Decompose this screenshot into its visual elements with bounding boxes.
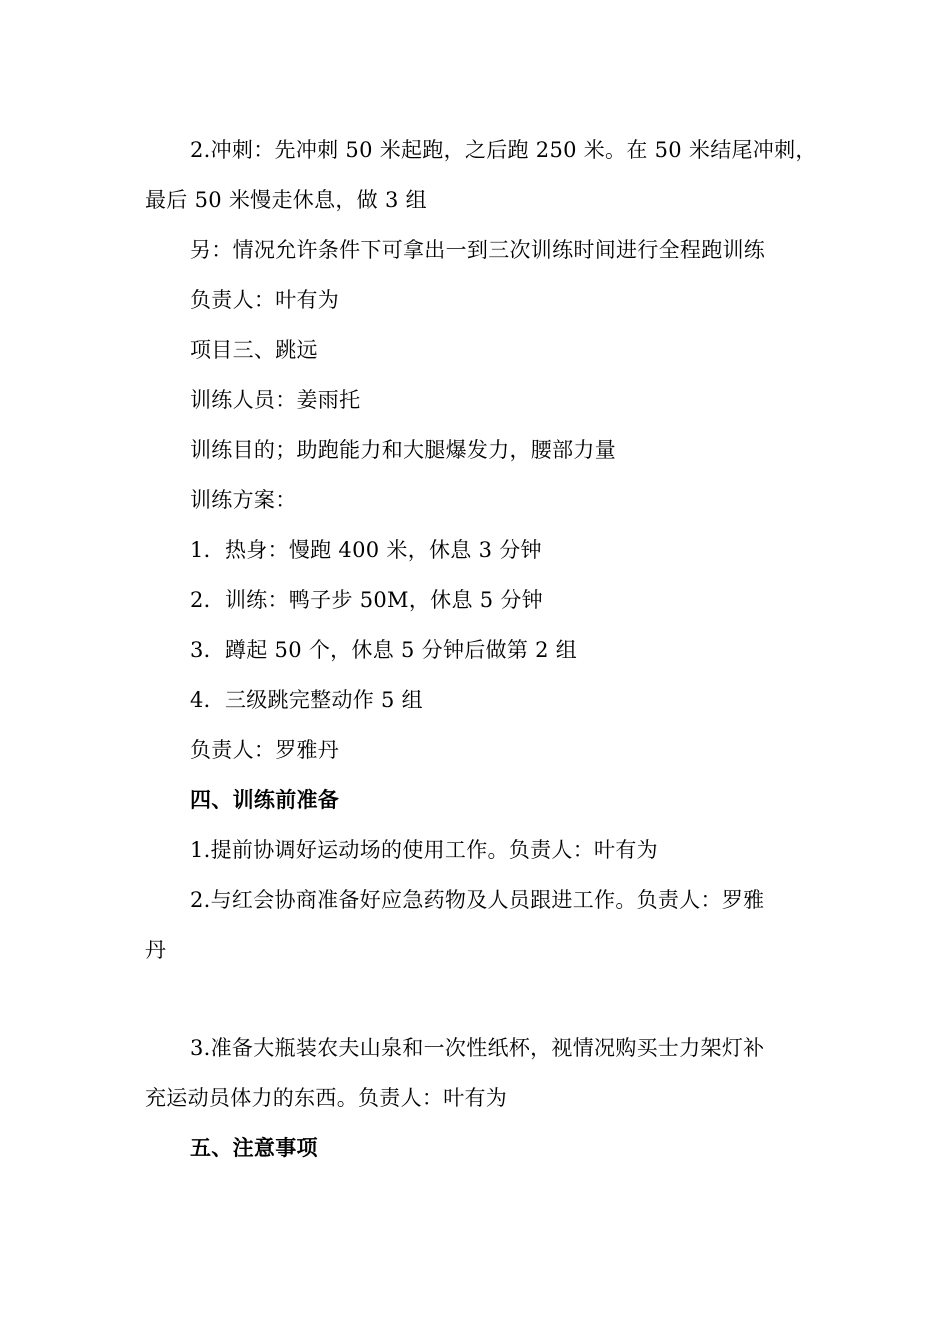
training-goal-line: 训练目的；助跑能力和大腿爆发力，腰部力量 [190,438,616,462]
paragraph-additional-note: 另：情况允许条件下可拿出一到三次训练时间进行全程跑训练 [190,238,766,262]
prep-item-2-line-1: 2.与红会协商准备好应急药物及人员跟进工作。负责人：罗雅 [190,888,765,912]
section-four-heading: 四、训练前准备 [190,788,340,812]
prep-item-1: 1.提前协调好运动场的使用工作。负责人：叶有为 [190,838,658,862]
trainee-line: 训练人员：姜雨托 [190,388,361,412]
plan-item-4: 4．三级跳完整动作 5 组 [190,688,423,712]
prep-item-3-line-1: 3.准备大瓶装农夫山泉和一次性纸杯，视情况购买士力架灯补 [190,1036,765,1060]
prep-item-3-line-2: 充运动员体力的东西。负责人：叶有为 [145,1086,508,1110]
section-five-heading: 五、注意事项 [190,1136,318,1160]
plan-item-3: 3．蹲起 50 个，休息 5 分钟后做第 2 组 [190,638,578,662]
plan-item-2: 2．训练：鸭子步 50M，休息 5 分钟 [190,588,543,612]
prep-item-2-line-2: 丹 [145,938,167,962]
training-plan-label: 训练方案： [190,488,297,512]
paragraph-sprint-line-1: 2.冲刺：先冲刺 50 米起跑，之后跑 250 米。在 50 米结尾冲刺， [190,138,817,162]
project-three-heading: 项目三、跳远 [190,338,318,362]
paragraph-sprint-line-2: 最后 50 米慢走休息，做 3 组 [145,188,427,212]
responsible-person-2: 负责人：罗雅丹 [190,738,340,762]
plan-item-1: 1．热身：慢跑 400 米，休息 3 分钟 [190,538,542,562]
responsible-person-1: 负责人：叶有为 [190,288,340,312]
